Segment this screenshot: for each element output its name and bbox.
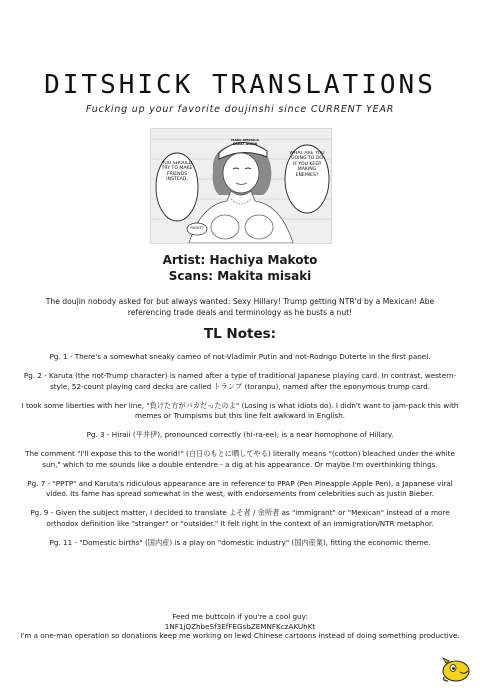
page-subtitle: Fucking up your favorite doujinshi since CURRENT YEAR xyxy=(85,104,395,115)
tl-note: Pg. 2 - Karuta (the not-Trump character) is named after a type of traditional Japanese playing card. In contrast, western-style, 52-count playing card decks are called トランプ (toranpu), named after the eponymous trump card. xyxy=(23,371,457,391)
credits-block xyxy=(0,252,480,284)
tl-note: The comment "I'll expose this to the world!" (白日のもとに晒してやる) literally means "(cotton) bleached under the white sun," which to me sounds like a double entendre - a dig at his appearance. Or maybe I'm overthinking things. xyxy=(25,449,455,469)
tl-note: I took some liberties with her line, "負けた方がバカだったのよ" (Losing is what idiots do). I didn't want to jam-pack this with memes or Trumpisms but this line felt awkward in English. xyxy=(21,400,459,420)
yellow-creature-mascot-icon xyxy=(438,653,472,683)
tl-note: Pg. 11 - "Domestic births" (国内産) is a play on "domestic industry" (国内産業), fitting the economic theme. xyxy=(49,537,431,547)
donation-line: Feed me buttcoin if you're a cool guy: xyxy=(172,612,308,621)
tl-note: Pg. 3 - Hiraii (平井伊), pronounced correctly (hi-ra-ee), is a near homophone of Hillary. xyxy=(86,430,394,439)
donation-footer xyxy=(0,612,480,641)
cap-text: MAKE AMERICA GREAT AGAIN xyxy=(231,139,259,146)
right-speech-bubble: WHAT ARE YOU GOING TO DO IF YOU KEEP MAKING ENEMIES? xyxy=(289,151,325,178)
cover-illustration xyxy=(150,128,332,244)
wallet-address: 1NF1jQZhbeSf3EfFEGsbZEMNFKczAKUhKt xyxy=(164,621,316,631)
scans-credit: Scans: Makita misaki xyxy=(168,269,312,283)
tl-notes-heading: TL Notes: xyxy=(203,326,277,342)
tl-note: Pg. 9 - Given the subject matter, I decided to translate よそ者 / 余所者 as "immigrant" or "Mexican" instead of a more orthodox definition like "stranger" or "outsider." It felt right in the context of an immigration/NTR metaphor. xyxy=(30,508,450,528)
small-speech-bubble: RIGHT? xyxy=(190,226,204,230)
tl-note: Pg. 1 - There's a somewhat sneaky cameo of not-Vladimir Putin and not-Rodrigo Duterte in the first panel. xyxy=(49,352,431,361)
artist-credit: Artist: Hachiya Makoto xyxy=(162,253,318,267)
page-title: DITSHICK TRANSLATIONS xyxy=(44,70,436,100)
donation-note: I'm a one-man operation so donations keep me working on lewd Chinese cartoons instead of doing something productive. xyxy=(20,631,460,640)
left-speech-bubble: YOU SHOULD TRY TO MAKE FRIENDS INSTEAD, xyxy=(161,161,193,183)
tl-notes-list xyxy=(16,352,464,557)
doujin-description: The doujin nobody asked for but always wanted: Sexy Hillary! Trump getting NTR'd by a Mexican! Abe referencing trade deals and terminology as he busts a nut! xyxy=(45,297,435,317)
tl-note: Pg. 7 - "PPTP" and Karuta's ridiculous appearance are in reference to PPAP (Pen Pineapple Apple Pen), a Japanese viral video. Its fame has spread somewhat in the west, with endorsements from celebrities such as Justin Bieber. xyxy=(27,478,453,498)
